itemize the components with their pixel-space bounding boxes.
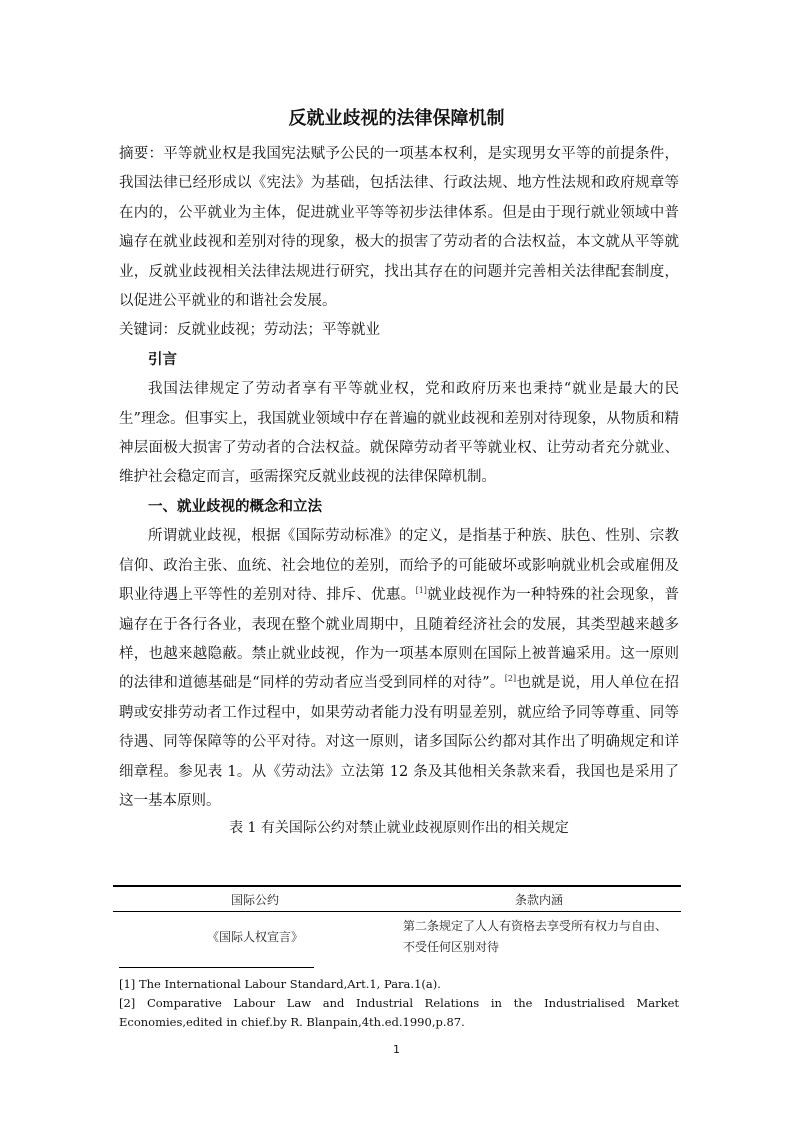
table-header-row <box>113 886 681 912</box>
table-header-convention: 国际公约 <box>230 892 279 907</box>
section1-paragraph <box>119 522 679 816</box>
table-cell-convention: 《国际人权宣言》 <box>206 929 303 944</box>
section1-heading: 一、就业歧视的概念和立法 <box>148 498 322 515</box>
table-header-content: 条款内涵 <box>514 892 563 907</box>
footnote-2: [2] Comparative Labour Law and Industrial Relations in the Industrialised Market Economies,edited in chief.by R. Blanpain,4th.ed.1990,p.87. <box>119 996 679 1029</box>
footnotes <box>119 975 679 1032</box>
paper-body <box>119 140 679 840</box>
intro-heading: 引言 <box>148 351 177 368</box>
footnote-ref-1[interactable]: [1] <box>415 586 427 596</box>
table-cell-content: 第二条规定了人人有资格去享受所有权力与自由、不受任何区别对待 <box>403 919 668 954</box>
section1-text-part1: 所谓就业歧视，根据《国际劳动标准》的定义，是指基于种族、肤色、性别、宗教信仰、政治主张、血统、社会地位的差别，而给予的可能破坏或影响就业机会或雇佣及职业待遇上平等性的差别对待、排斥、优惠。 <box>119 528 679 604</box>
abstract-paragraph: 摘要：平等就业权是我国宪法赋予公民的一项基本权利，是实现男女平等的前提条件，我国法律已经形成以《宪法》为基础，包括法律、行政法规、地方性法规和政府规章等在内的，公平就业为主体，促进就业平等等初步法律体系。但是由于现行就业领域中普遍存在就业歧视和差别对待的现象，极大的损害了劳动者的合法权益，本文就从平等就业，反就业歧视相关法律法规进行研究，找出其存在的问题并完善相关法律配套制度，以促进公平就业的和谐社会发展。 <box>119 146 679 310</box>
table-row <box>113 912 681 963</box>
footnote-1: [1] The International Labour Standard,Art.1, Para.1(a). <box>119 977 441 991</box>
convention-table-wrap <box>113 885 681 962</box>
convention-table <box>113 885 681 962</box>
section1-text-part2: 就业歧视作为一种特殊的社会现象，普遍存在于各行各业，表现在整个就业周期中，且随着经济社会的发展，其类型越来越多样，也越来越隐蔽。禁止就业歧视，作为一项基本原则在国际上被普遍采用。这一原则的法律和道德基础是“同样的劳动者应当受到同样的对待”。 <box>119 587 680 692</box>
page-number: 1 <box>393 1043 400 1056</box>
paper-title: 反就业歧视的法律保障机制 <box>288 108 505 129</box>
footnote-separator <box>119 967 314 968</box>
footnote-ref-2[interactable]: [2] <box>504 674 517 684</box>
section1-text-part3: 也就是说，用人单位在招聘或安排劳动者工作过程中，如果劳动者能力没有明显差别，就应给予同等尊重、同等待遇、同等保障等的公平对待。对这一原则，诸多国际公约都对其作出了明确规定和详细章程。参见表 1。从《劳动法》立法第 12 条及其他相关条款来看，我国也是采用了这一基本原则。 <box>119 675 680 809</box>
intro-paragraph: 我国法律规定了劳动者享有平等就业权，党和政府历来也秉持“就业是最大的民生”理念。但事实上，我国就业领域中存在普遍的就业歧视和差别对待现象，从物质和精神层面极大损害了劳动者的合法权益。就保障劳动者平等就业权、让劳动者充分就业、维护社会稳定而言，亟需探究反就业歧视的法律保障机制。 <box>119 381 679 486</box>
table-caption: 表 1 有关国际公约对禁止就业歧视原则作出的相关规定 <box>229 820 569 837</box>
keywords-line: 关键词：反就业歧视；劳动法；平等就业 <box>119 322 380 339</box>
